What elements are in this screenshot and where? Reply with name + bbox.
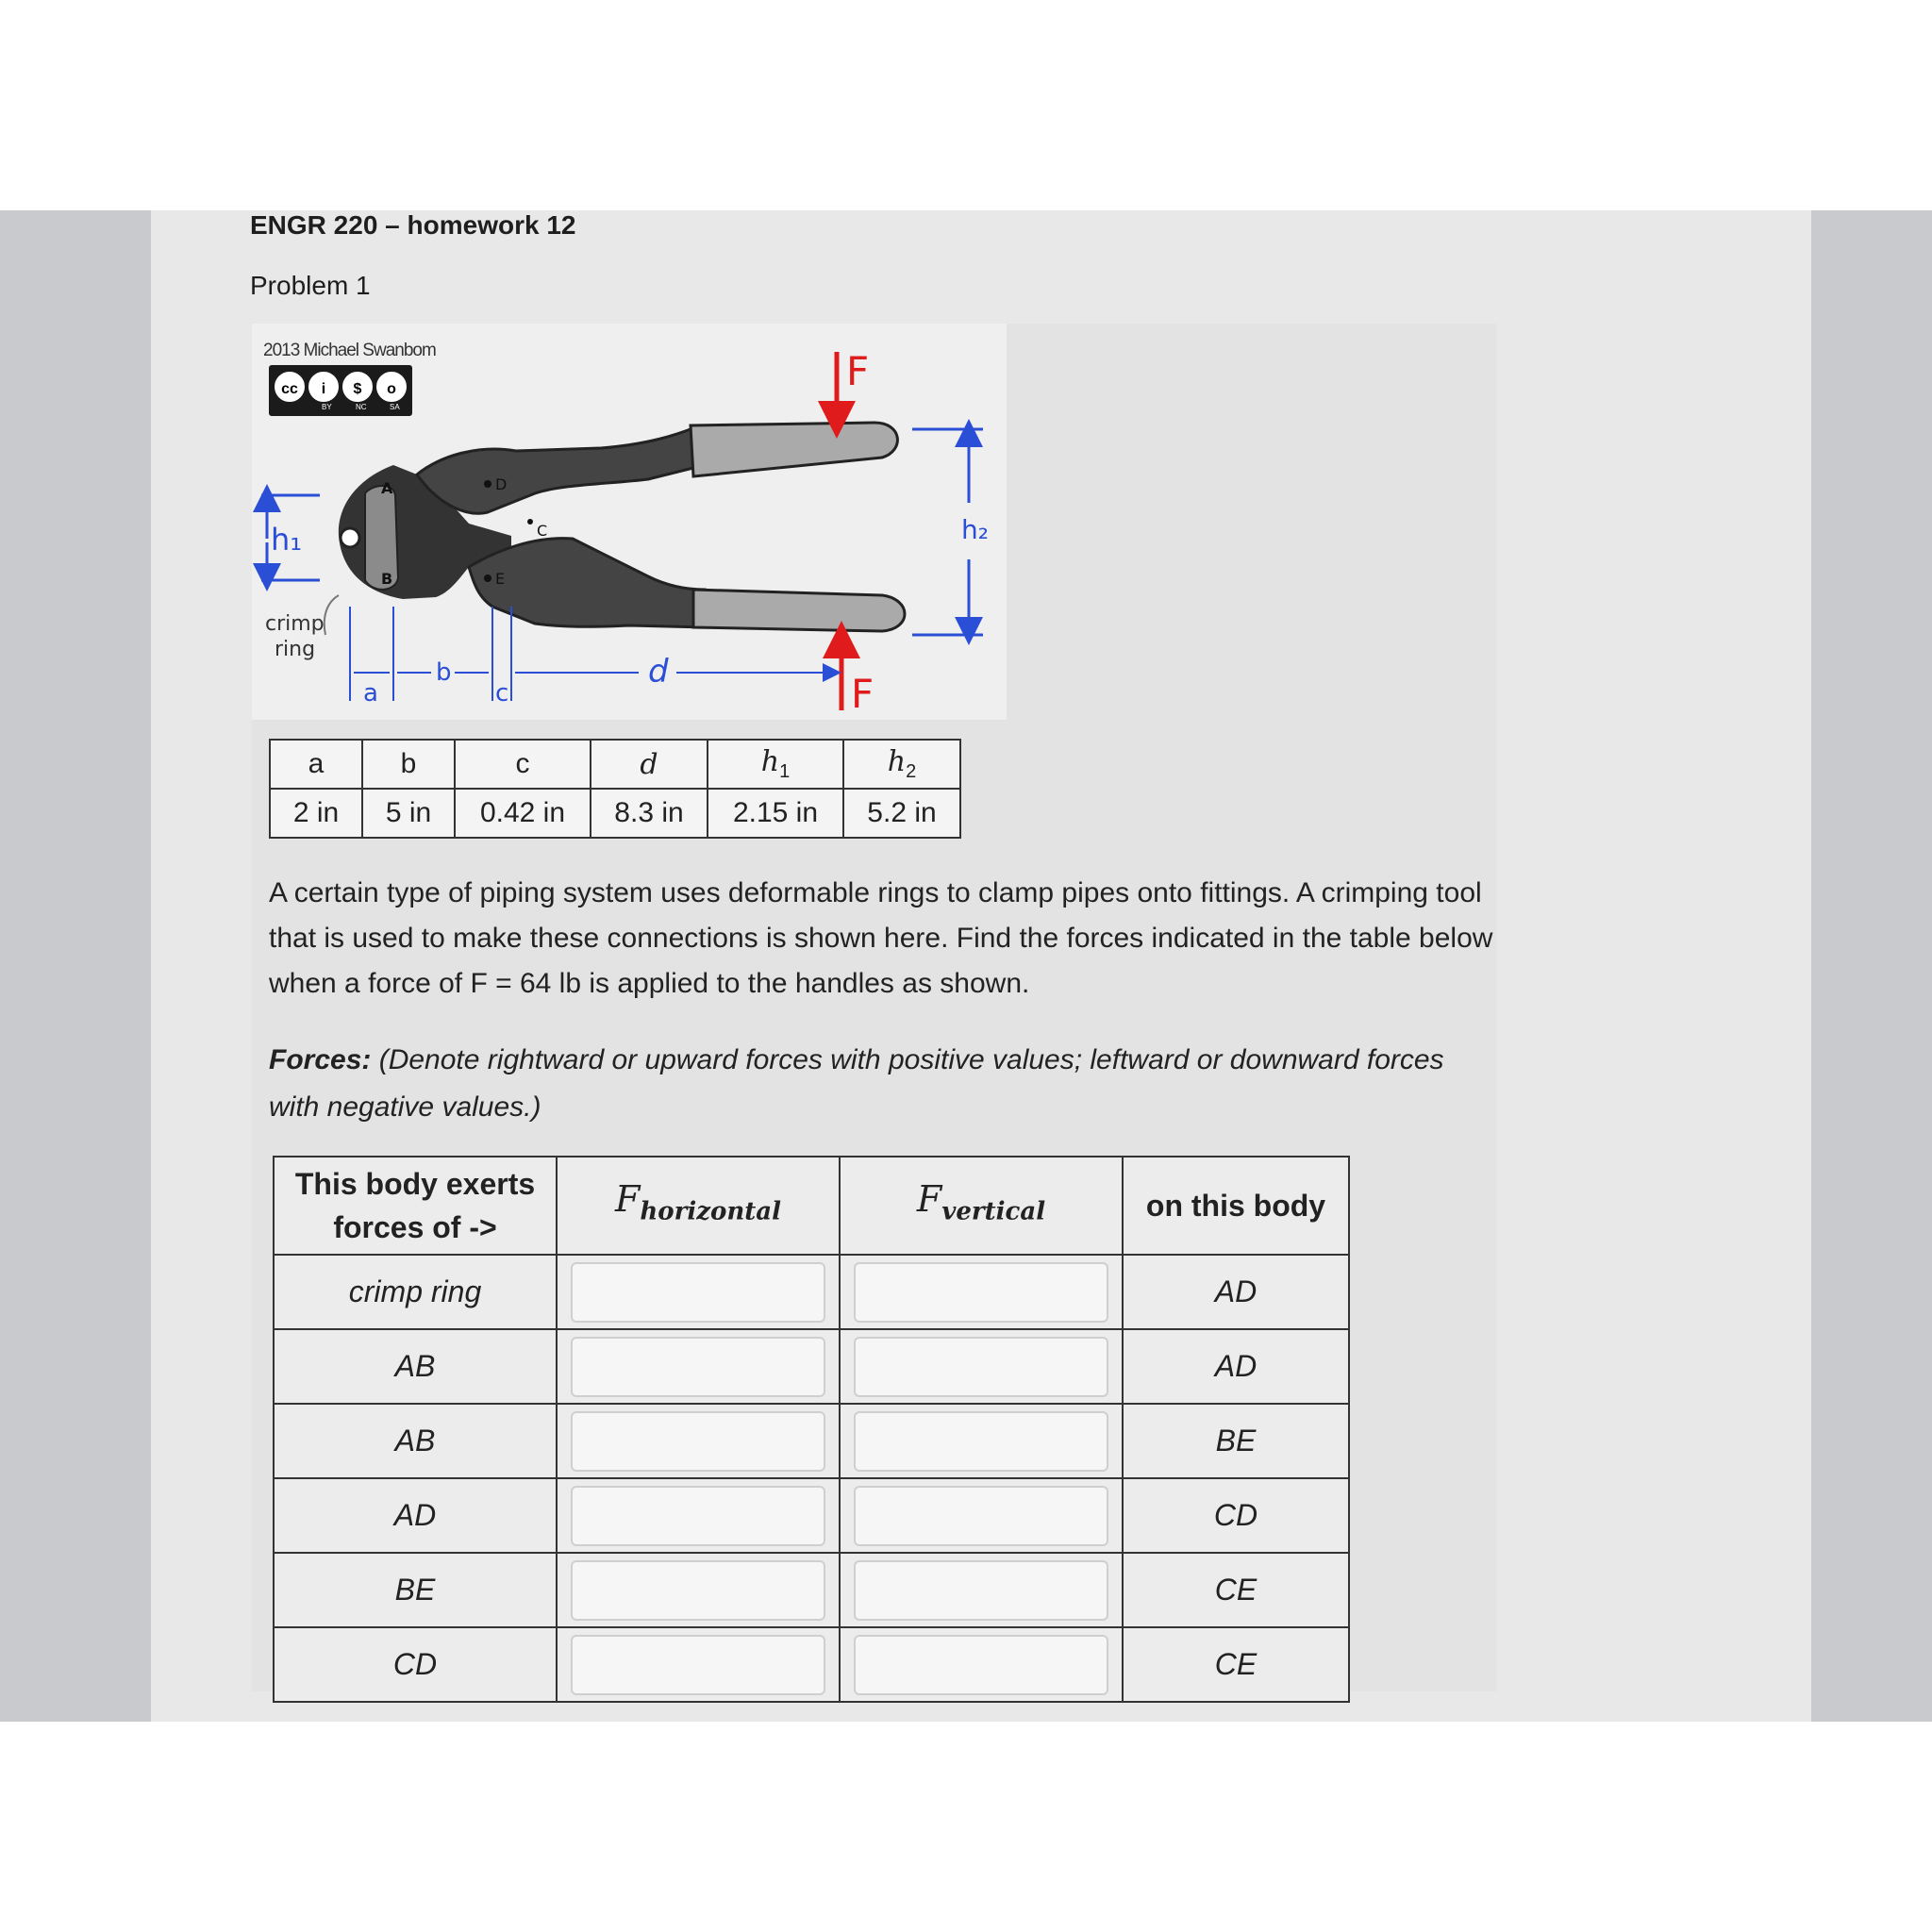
table-row	[274, 1627, 1349, 1702]
f-vertical-cell	[840, 1329, 1123, 1404]
document-page	[151, 210, 1811, 1722]
pin-c-label: C	[537, 522, 548, 540]
f-horizontal-input[interactable]	[571, 1262, 825, 1323]
f-horizontal-input[interactable]	[571, 1560, 825, 1621]
dimensions-header-row	[270, 740, 960, 789]
exerting-body: CD	[274, 1627, 557, 1702]
image-credit: 2013 Michael Swanbom	[263, 341, 436, 360]
forces-note-text: (Denote rightward or upward forces with positive values; leftward or downward forces with negative values.)	[269, 1044, 1444, 1123]
photo-background	[0, 210, 1932, 1722]
h1-label: h₁	[271, 522, 303, 558]
problem-label: Problem 1	[250, 271, 371, 300]
dim-header-c: c	[455, 740, 591, 789]
f-horizontal-input[interactable]	[571, 1337, 825, 1397]
f-horizontal-input[interactable]	[571, 1411, 825, 1472]
pin-e-label: E	[495, 570, 506, 588]
col-f-horizontal-header: $F_{horizontal}$	[557, 1157, 840, 1255]
tool-drawing	[252, 324, 1007, 720]
f-horizontal-cell	[557, 1478, 840, 1553]
cc-icon: cc	[275, 372, 305, 402]
problem-statement: A certain type of piping system uses deformable rings to clamp pipes onto fittings. A crimping tool that is used to make these connections is shown here. Find the forces indicated in the table below when a force of F = 64 lb is applied to the handles as shown.	[269, 877, 1493, 999]
dim-c-label: c	[495, 679, 509, 708]
f-horizontal-cell	[557, 1404, 840, 1478]
table-row	[274, 1329, 1349, 1404]
receiving-body: AD	[1123, 1255, 1349, 1329]
f-horizontal-input[interactable]	[571, 1635, 825, 1695]
f-vertical-input[interactable]	[854, 1337, 1108, 1397]
sa-label: SA	[390, 403, 400, 411]
dim-header-d: d	[591, 740, 708, 789]
pin-d-label: D	[495, 475, 508, 493]
table-row	[274, 1553, 1349, 1627]
exerting-body: AD	[274, 1478, 557, 1553]
course-title: ENGR 220 – homework 12	[250, 210, 576, 240]
dim-b-label: b	[436, 658, 452, 687]
dim-header-a: a	[270, 740, 362, 789]
problem-panel	[252, 324, 1497, 1691]
f-vertical-cell	[840, 1404, 1123, 1478]
upper-handle	[417, 423, 897, 513]
f-vertical-cell	[840, 1627, 1123, 1702]
receiving-body: AD	[1123, 1329, 1349, 1404]
nc-icon: $	[342, 372, 373, 402]
dim-d-label: d	[648, 653, 669, 691]
dim-header-b: b	[362, 740, 455, 789]
f-horizontal-input[interactable]	[571, 1486, 825, 1546]
col-exerts-header: This body exerts forces of ->	[274, 1157, 557, 1255]
receiving-body: BE	[1123, 1404, 1349, 1478]
pin-b-label: B	[381, 570, 393, 588]
exerting-body: AB	[274, 1329, 557, 1404]
f-vertical-cell	[840, 1553, 1123, 1627]
dimensions-table	[269, 739, 961, 839]
dim-header-h1: $h_1$	[708, 740, 843, 789]
dimensions-value-row	[270, 789, 960, 838]
f-horizontal-cell	[557, 1255, 840, 1329]
h2-label: h₂	[961, 514, 989, 545]
dim-value-c: 0.42 in	[455, 789, 591, 838]
crimp-ring-label-line1: crimp	[265, 612, 325, 636]
forces-label: Forces:	[269, 1044, 372, 1075]
exerting-body: BE	[274, 1553, 557, 1627]
exerting-body: AB	[274, 1404, 557, 1478]
force-label-top: F	[846, 348, 870, 394]
forces-table	[273, 1156, 1350, 1703]
table-row	[274, 1478, 1349, 1553]
dim-value-a: 2 in	[270, 789, 362, 838]
exerting-body: crimp ring	[274, 1255, 557, 1329]
f-horizontal-cell	[557, 1329, 840, 1404]
f-vertical-input[interactable]	[854, 1635, 1108, 1695]
dim-value-h2: 5.2 in	[843, 789, 960, 838]
dim-value-h1: 2.15 in	[708, 789, 843, 838]
lower-handle	[469, 539, 905, 631]
col-f-vertical-header: $F_{vertical}$	[840, 1157, 1123, 1255]
nc-label: NC	[356, 403, 367, 411]
f-vertical-input[interactable]	[854, 1262, 1108, 1323]
table-row	[274, 1404, 1349, 1478]
crimp-ring-label-line2: ring	[275, 638, 316, 661]
f-vertical-cell	[840, 1255, 1123, 1329]
receiving-body: CE	[1123, 1627, 1349, 1702]
forces-instructions	[269, 1037, 1495, 1131]
f-horizontal-cell	[557, 1627, 840, 1702]
table-row	[274, 1255, 1349, 1329]
pin-a-label: A	[381, 479, 393, 497]
receiving-body: CE	[1123, 1553, 1349, 1627]
dim-header-h2: $h_2$	[843, 740, 960, 789]
col-on-body-header: on this body	[1123, 1157, 1349, 1255]
dim-a-label: a	[363, 679, 378, 708]
force-label-bottom: F	[851, 671, 874, 717]
by-icon: i	[308, 372, 339, 402]
f-vertical-cell	[840, 1478, 1123, 1553]
crimping-tool-diagram	[252, 324, 1007, 720]
f-vertical-input[interactable]	[854, 1560, 1108, 1621]
sa-icon: o	[376, 372, 407, 402]
receiving-body: CD	[1123, 1478, 1349, 1553]
dim-value-b: 5 in	[362, 789, 455, 838]
dim-value-d: 8.3 in	[591, 789, 708, 838]
f-vertical-input[interactable]	[854, 1486, 1108, 1546]
forces-header-row	[274, 1157, 1349, 1255]
by-label: BY	[322, 403, 332, 411]
f-vertical-input[interactable]	[854, 1411, 1108, 1472]
f-horizontal-cell	[557, 1553, 840, 1627]
